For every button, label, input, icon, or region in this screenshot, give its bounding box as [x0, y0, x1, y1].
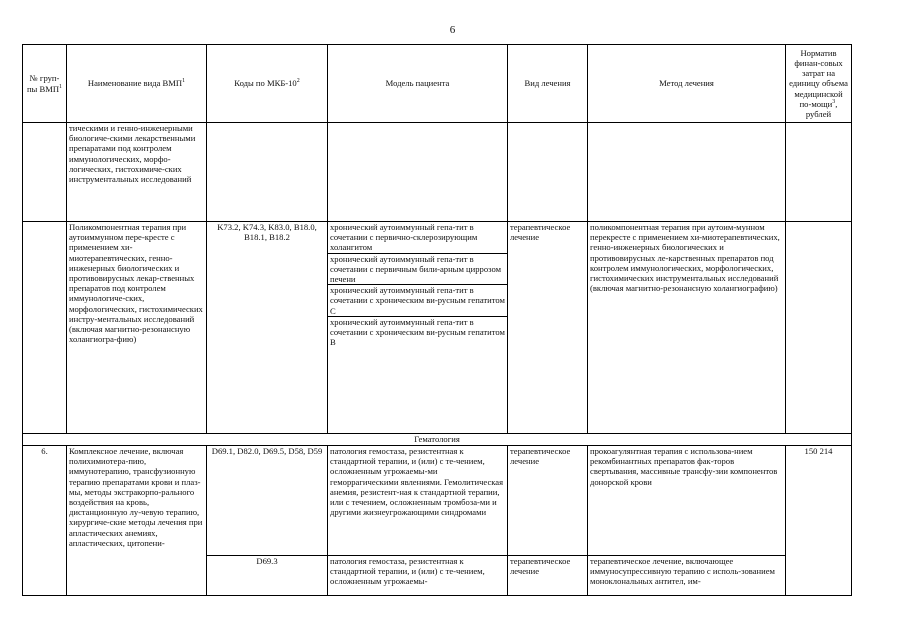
cell-codes: K73.2, K74.3, K83.0, B18.0, B18.1, B18.2 — [207, 222, 328, 434]
model-item: хронический аутоиммунный гепа-тит в сочетании с первичным били-арным циррозом печени — [328, 254, 507, 286]
header-model: Модель пациента — [328, 45, 508, 123]
section-title: Гематология — [23, 434, 852, 446]
page-number: 6 — [449, 24, 456, 36]
header-kind: Вид лечения — [508, 45, 588, 123]
model-item: хронический аутоиммунный гепа-тит в сочетании с хроническим ви-русным гепатитом C — [328, 285, 507, 317]
cell-kind: терапевтическое лечение — [508, 556, 588, 596]
cell-model: патология гемостаза, резистентная к стандартной терапии, и (или) с те-чением, осложненным угрожаемы- — [328, 556, 508, 596]
header-group: № груп-пы ВМП$^1$ — [23, 45, 67, 123]
cell-model: патология гемостаза, резистентная к стандартной терапии, и (или) с те-чением, осложненным угрожаемы-ми геморрагическими явлениями. Гемолитическая анемия, резистент-ная к стандартной терапии, или с течением, осложненным тромбоза-ми и другими жизнеугрожающими синдромами — [328, 446, 508, 556]
cell-name: тическими и генно-инженерными биологиче-скими лекарственными препаратами под контролем иммунологических, морфо-логических, гистохимиче-ских инструментальных исследований — [67, 123, 207, 222]
cell-kind: терапевтическое лечение — [508, 446, 588, 556]
cell-models — [328, 222, 508, 434]
cell-method: терапевтическое лечение, включающее иммуносупрессивную терапию с исполь-зованием моноклональных антител, им- — [588, 556, 786, 596]
cell-method: прокоагулянтная терапия с использова-нием рекомбинантных препаратов фак-торов свертывания, массивные трансфу-зии компонентов донорской крови — [588, 446, 786, 556]
model-item: хронический аутоиммунный гепа-тит в сочетании с первично-склерозирующим холангитом — [328, 222, 507, 254]
table-row — [23, 222, 852, 434]
cell-codes: D69.3 — [207, 556, 328, 596]
header-codes: Коды по МКБ-$10^2$ — [207, 45, 328, 123]
cell-name: Поликомпонентная терапия при аутоиммунном пере-кресте с применением хи-миотерапевтических, генно-инженерных биологических и противовирусных лекар-ственных препаратов под контролем иммунологиче-ских, морфологических, гистохимических инстру-ментальных исследований (включая магнитно-резонансную холангиогра-фию) — [67, 222, 207, 434]
section-row — [23, 434, 852, 446]
vmp-table — [22, 44, 852, 596]
cell-name: Комплексное лечение, включая полихимиотера-пию, иммунотерапию, трансфузионную терапию препаратами крови и плаз-мы, методы экстракорпо-рального воздействия на кровь, дистанционную лу-чевую терапию, хирургиче-ские методы лечения при апластических анемиях, апластических, цитопени- — [67, 446, 207, 596]
cell-kind: терапевтическое лечение — [508, 222, 588, 434]
table-row — [23, 446, 852, 556]
header-row — [23, 45, 852, 123]
cell-method: поликомпонентная терапия при аутоим-мунном перекресте с применением хи-миотерапевтических, генно-инженерных биологических и противовирусных ле-карственных препаратов под контролем иммунологических, морфологических, гистохимических инструментальных исследований (включая магнитно-резонансную холангиографию) — [588, 222, 786, 434]
header-method: Метод лечения — [588, 45, 786, 123]
cell-codes: D69.1, D82.0, D69.5, D58, D59 — [207, 446, 328, 556]
model-item: хронический аутоиммунный гепа-тит в сочетании с хроническим ви-русным гепатитом B — [330, 316, 505, 348]
cell-norm: 150 214 — [786, 446, 852, 596]
table-row — [23, 123, 852, 222]
cell-group-number: 6. — [23, 446, 67, 596]
header-name: Наименование вида ВМП$^1$ — [67, 45, 207, 123]
header-norm: Норматив финан-совых затрат на единицу объема медицинской по-мощи$^3$, рублей — [786, 45, 852, 123]
